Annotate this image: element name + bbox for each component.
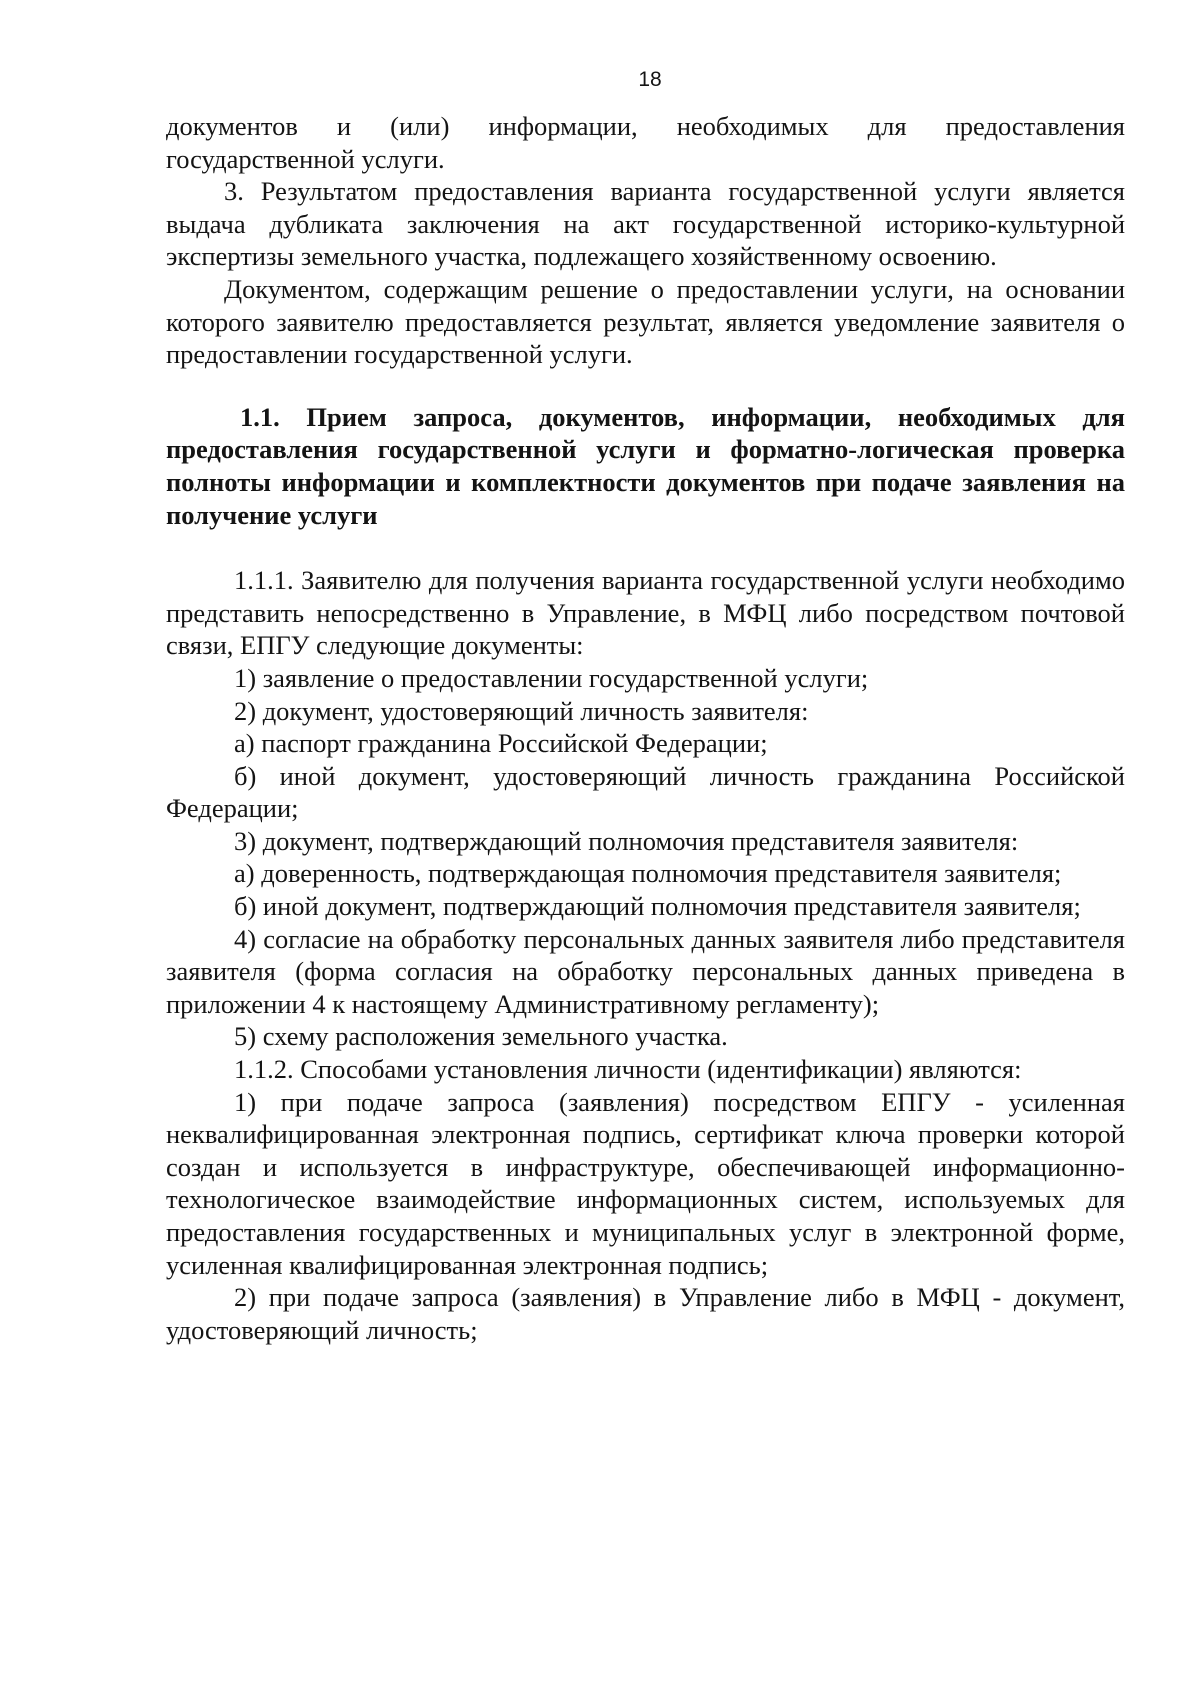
list-item: а) паспорт гражданина Российской Федерации;	[234, 728, 768, 759]
document-body	[166, 110, 1125, 1346]
paragraph-1-1-1: 1.1.1. Заявителю для получения варианта государственной услуги необходимо представить непосредственно в Управление, в МФЦ либо посредством почтовой связи, ЕПГУ следующие документы:	[166, 565, 1125, 661]
list-item: 2) при подаче запроса (заявления) в Управление либо в МФЦ - документ, удостоверяющий личность;	[166, 1282, 1125, 1345]
paragraph-result: 3. Результатом предоставления варианта государственной услуги является выдача дубликата заключения на акт государственной историко-культурной экспертизы земельного участка, подлежащего хозяйственному освоению.	[166, 176, 1125, 272]
list-item: 1) при подаче запроса (заявления) посредством ЕПГУ - усиленная неквалифицированная электронная подпись, сертификат ключа проверки которой создан и используется в инфраструктуре, обеспечивающей информационно-технологическое взаимодействие информационных систем, используемых для предоставления государственных и муниципальных услуг в электронной форме, усиленная квалифицированная электронная подпись;	[166, 1086, 1125, 1280]
paragraph-1-1-2: 1.1.2. Способами установления личности (идентификации) являются:	[234, 1054, 1022, 1085]
list-item: б) иной документ, удостоверяющий личность гражданина Российской Федерации;	[166, 760, 1125, 824]
list-item: 1) заявление о предоставлении государственной услуги;	[234, 662, 869, 693]
page-number: 18	[638, 68, 662, 91]
list-item: 5) схему расположения земельного участка.	[234, 1021, 728, 1052]
section-heading: 1.1. Прием запроса, документов, информации, необходимых для предоставления государственной услуги и форматно-логическая проверка полноты информации и комплектности документов при подаче заявления на получение услуги	[166, 401, 1125, 530]
paragraph-decision-document: Документом, содержащим решение о предоставлении услуги, на основании которого заявителю предоставляется результат, является уведомление заявителя о предоставлении государственной услуги.	[166, 273, 1125, 370]
list-item: 4) согласие на обработку персональных данных заявителя либо представителя заявителя (форма согласия на обработку персональных данных приведена в приложении 4 к настоящему Административному регламенту);	[166, 923, 1125, 1019]
paragraph-continuation: документов и (или) информации, необходимых для предоставления государственной услуги.	[166, 111, 1125, 174]
list-item: а) доверенность, подтверждающая полномочия представителя заявителя;	[234, 858, 1062, 889]
list-item: 3) документ, подтверждающий полномочия представителя заявителя:	[234, 825, 1019, 856]
list-item: б) иной документ, подтверждающий полномочия представителя заявителя;	[234, 891, 1081, 922]
list-item: 2) документ, удостоверяющий личность заявителя:	[234, 695, 809, 726]
